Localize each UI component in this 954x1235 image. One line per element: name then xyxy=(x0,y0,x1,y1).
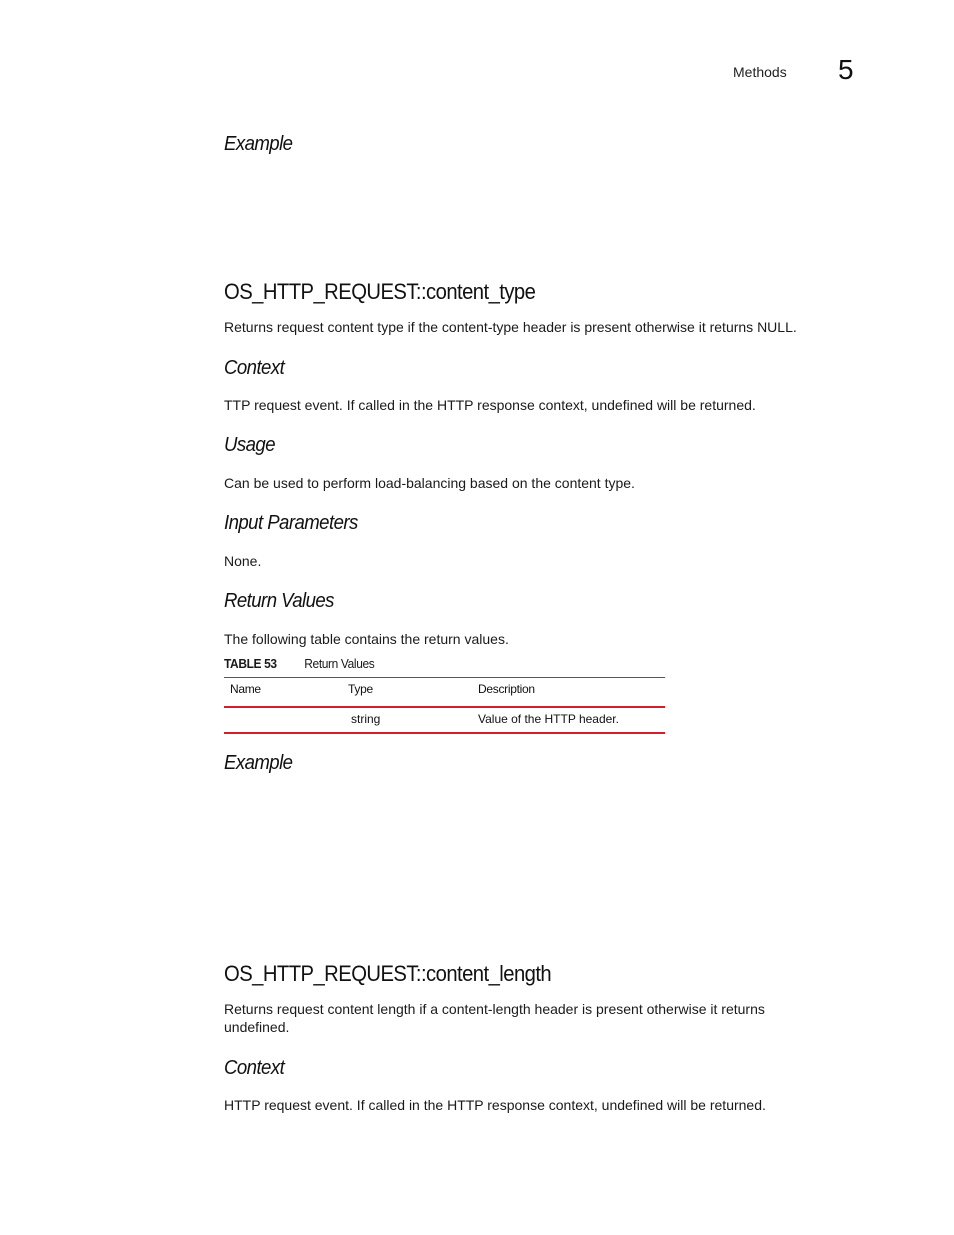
return-values-heading: Return Values xyxy=(224,590,334,612)
table-header-row xyxy=(224,678,665,706)
input-parameters-heading: Input Parameters xyxy=(224,512,358,534)
running-header-section: Methods xyxy=(733,64,787,80)
table-row xyxy=(224,708,665,732)
context-text-content-length: HTTP request event. If called in the HTTP response context, undefined will be returned. xyxy=(224,1097,766,1113)
input-parameters-text: None. xyxy=(224,553,262,569)
section-heading-content-type: OS_HTTP_REQUEST::content_type xyxy=(224,279,536,304)
table-caption xyxy=(224,656,374,671)
column-header-type: Type xyxy=(348,682,373,696)
column-header-name: Name xyxy=(230,682,261,696)
section-heading-content-length: OS_HTTP_REQUEST::content_length xyxy=(224,961,552,986)
usage-text: Can be used to perform load-balancing based on the content type. xyxy=(224,475,635,491)
return-values-table xyxy=(224,677,665,734)
content-type-description: Returns request content type if the content-type header is present otherwise it returns NULL. xyxy=(224,319,797,335)
table-number: TABLE 53 xyxy=(224,656,277,671)
table-bottom-rule xyxy=(224,732,665,734)
return-values-text: The following table contains the return values. xyxy=(224,631,509,647)
usage-heading: Usage xyxy=(224,434,275,456)
context-text: TTP request event. If called in the HTTP response context, undefined will be returned. xyxy=(224,397,756,413)
example-heading-top: Example xyxy=(224,133,293,155)
example-heading: Example xyxy=(224,752,293,774)
context-heading-content-length: Context xyxy=(224,1057,285,1079)
cell-type: string xyxy=(351,712,381,726)
content-length-description: Returns request content length if a content-length header is present otherwise it returns undefined. xyxy=(224,1001,765,1035)
chapter-number: 5 xyxy=(838,54,854,85)
context-heading: Context xyxy=(224,357,285,379)
table-title: Return Values xyxy=(304,656,375,671)
cell-description: Value of the HTTP header. xyxy=(478,712,619,726)
column-header-description: Description xyxy=(478,682,535,696)
